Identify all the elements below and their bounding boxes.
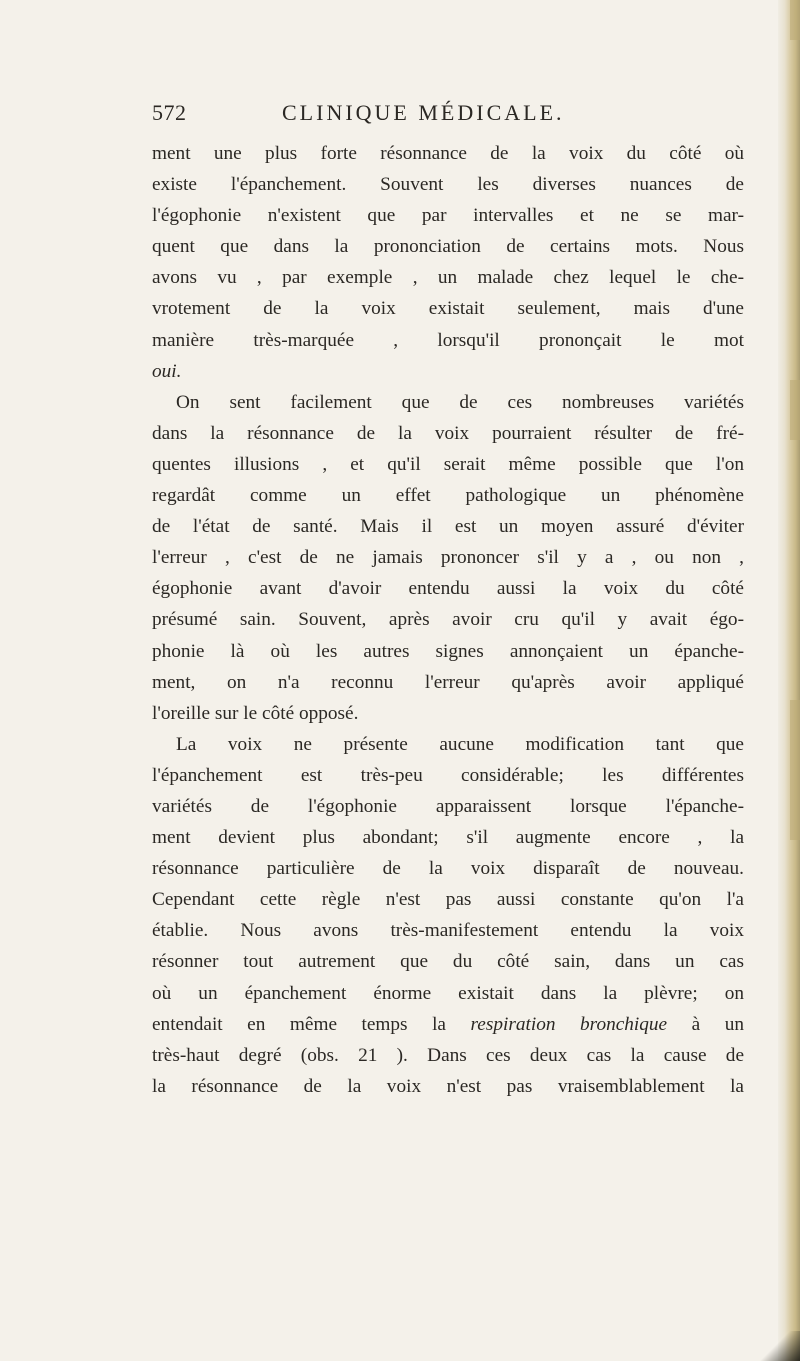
running-head: CLINIQUE MÉDICALE. (282, 100, 565, 125)
body-text (152, 138, 744, 1102)
text-line: ment une plus forte résonnance de la voix du côté où (152, 143, 744, 164)
text-line: existe l'épanchement. Souvent les diverses nuances de (152, 174, 744, 196)
text-line: variétés de l'égophonie apparaissent lorsque l'épanche- (152, 795, 744, 817)
text-line (152, 356, 744, 387)
text-line: établie. Nous avons très-manifestement entendu la voix (152, 920, 744, 942)
text-segment: à un (691, 1013, 744, 1035)
edge-stain (790, 700, 800, 840)
text-line: résonner tout autrement que du côté sain, dans un cas (152, 951, 744, 973)
page-edge (778, 0, 800, 1361)
text-line (152, 1009, 744, 1040)
text-line: l'erreur , c'est de ne jamais prononcer s'il y a , ou non , (152, 547, 744, 569)
text-line: présumé sain. Souvent, après avoir cru qu'il y avait égo- (152, 609, 744, 631)
text-line: vrotement de la voix existait seulement, mais d'une (152, 298, 744, 320)
page-number: 572 (152, 100, 187, 125)
text-line: Cependant cette règle n'est pas aussi constante qu'on l'a (152, 889, 744, 911)
text-line: l'oreille sur le côté opposé. (152, 702, 359, 724)
text-line: résonnance particulière de la voix disparaît de nouveau. (152, 858, 744, 880)
text-line: quentes illusions , et qu'il serait même possible que l'on (152, 453, 744, 475)
text-line: La voix ne présente aucune modification tant que (176, 733, 744, 755)
text-line: de l'état de santé. Mais il est un moyen assuré d'éviter (152, 516, 744, 538)
text-line: dans la résonnance de la voix pourraient résulter de fré- (152, 422, 744, 444)
text-line: ment devient plus abondant; s'il augmente encore , la (152, 827, 744, 849)
italic-word: oui. (152, 360, 182, 382)
edge-stain (790, 0, 800, 40)
text-line: On sent facilement que de ces nombreuses variétés (176, 391, 744, 413)
text-line: quent que dans la prononciation de certains mots. Nous (152, 236, 744, 258)
text-line: très-haut degré (obs. 21 ). Dans ces deux cas la cause de (152, 1044, 744, 1066)
text-line: manière très-marquée , lorsqu'il prononçait le mot (152, 329, 744, 351)
text-segment: entendait en même temps la (152, 1013, 446, 1035)
italic-phrase: respiration bronchique (470, 1013, 668, 1035)
text-line: phonie là où les autres signes annonçaient un épanche- (152, 640, 744, 662)
text-line: regardât comme un effet pathologique un phénomène (152, 485, 744, 507)
edge-stain (790, 380, 800, 440)
text-line: la résonnance de la voix n'est pas vraisemblablement la (152, 1075, 744, 1097)
text-line: avons vu , par exemple , un malade chez lequel le che- (152, 267, 744, 289)
text-line: l'égophonie n'existent que par intervalles et ne se mar- (152, 205, 744, 227)
page-corner-shadow (740, 1331, 800, 1361)
text-line: ment, on n'a reconnu l'erreur qu'après avoir appliqué (152, 671, 744, 693)
text-line: l'épanchement est très-peu considérable; les différentes (152, 764, 744, 786)
text-line: égophonie avant d'avoir entendu aussi la voix du côté (152, 578, 744, 600)
text-line: où un épanchement énorme existait dans la plèvre; on (152, 982, 744, 1004)
